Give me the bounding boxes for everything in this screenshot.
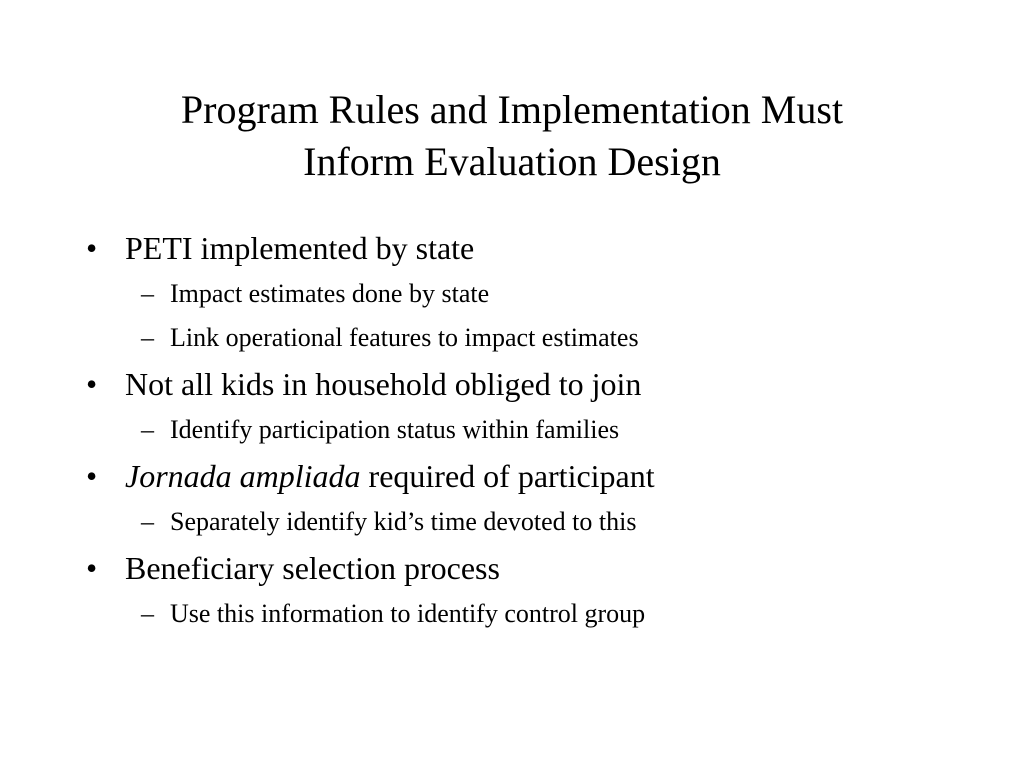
sub-bullet-text: Use this information to identify control group <box>170 599 646 628</box>
bullet-text: Not all kids in household obliged to join <box>125 366 642 402</box>
dash-icon: – <box>141 323 154 352</box>
bullet-item <box>0 222 1024 270</box>
bullet-icon: • <box>86 458 98 494</box>
bullet-item <box>0 358 1024 406</box>
dash-icon: – <box>141 507 154 536</box>
title-line-1: Program Rules and Implementation Must <box>180 87 844 132</box>
sub-bullet-text: Identify participation status within families <box>170 415 620 444</box>
title-line-2: Inform Evaluation Design <box>303 139 721 184</box>
sub-bullet-text: Link operational features to impact estimates <box>170 323 639 352</box>
sub-bullet-item <box>0 406 1024 450</box>
sub-bullet-text: Impact estimates done by state <box>170 279 490 308</box>
dash-icon: – <box>141 279 154 308</box>
sub-bullet-item <box>0 314 1024 358</box>
sub-bullet-item <box>0 270 1024 314</box>
bullet-list <box>0 222 1024 634</box>
bullet-text <box>125 450 655 502</box>
sub-bullet-item <box>0 498 1024 542</box>
bullet-item <box>0 542 1024 590</box>
sub-bullet-item <box>0 590 1024 634</box>
bullet-icon: • <box>86 550 98 586</box>
bullet-text-italic: Jornada ampliada <box>125 458 361 494</box>
bullet-icon: • <box>86 230 98 266</box>
slide-title <box>0 84 1024 188</box>
bullet-text: PETI implemented by state <box>125 230 475 266</box>
bullet-icon: • <box>86 366 98 402</box>
bullet-text: Beneficiary selection process <box>125 550 500 586</box>
dash-icon: – <box>141 415 154 444</box>
bullet-text-rest: required of participant <box>360 458 655 494</box>
bullet-item <box>0 450 1024 498</box>
dash-icon: – <box>141 599 154 628</box>
sub-bullet-text: Separately identify kid’s time devoted to this <box>170 507 637 536</box>
